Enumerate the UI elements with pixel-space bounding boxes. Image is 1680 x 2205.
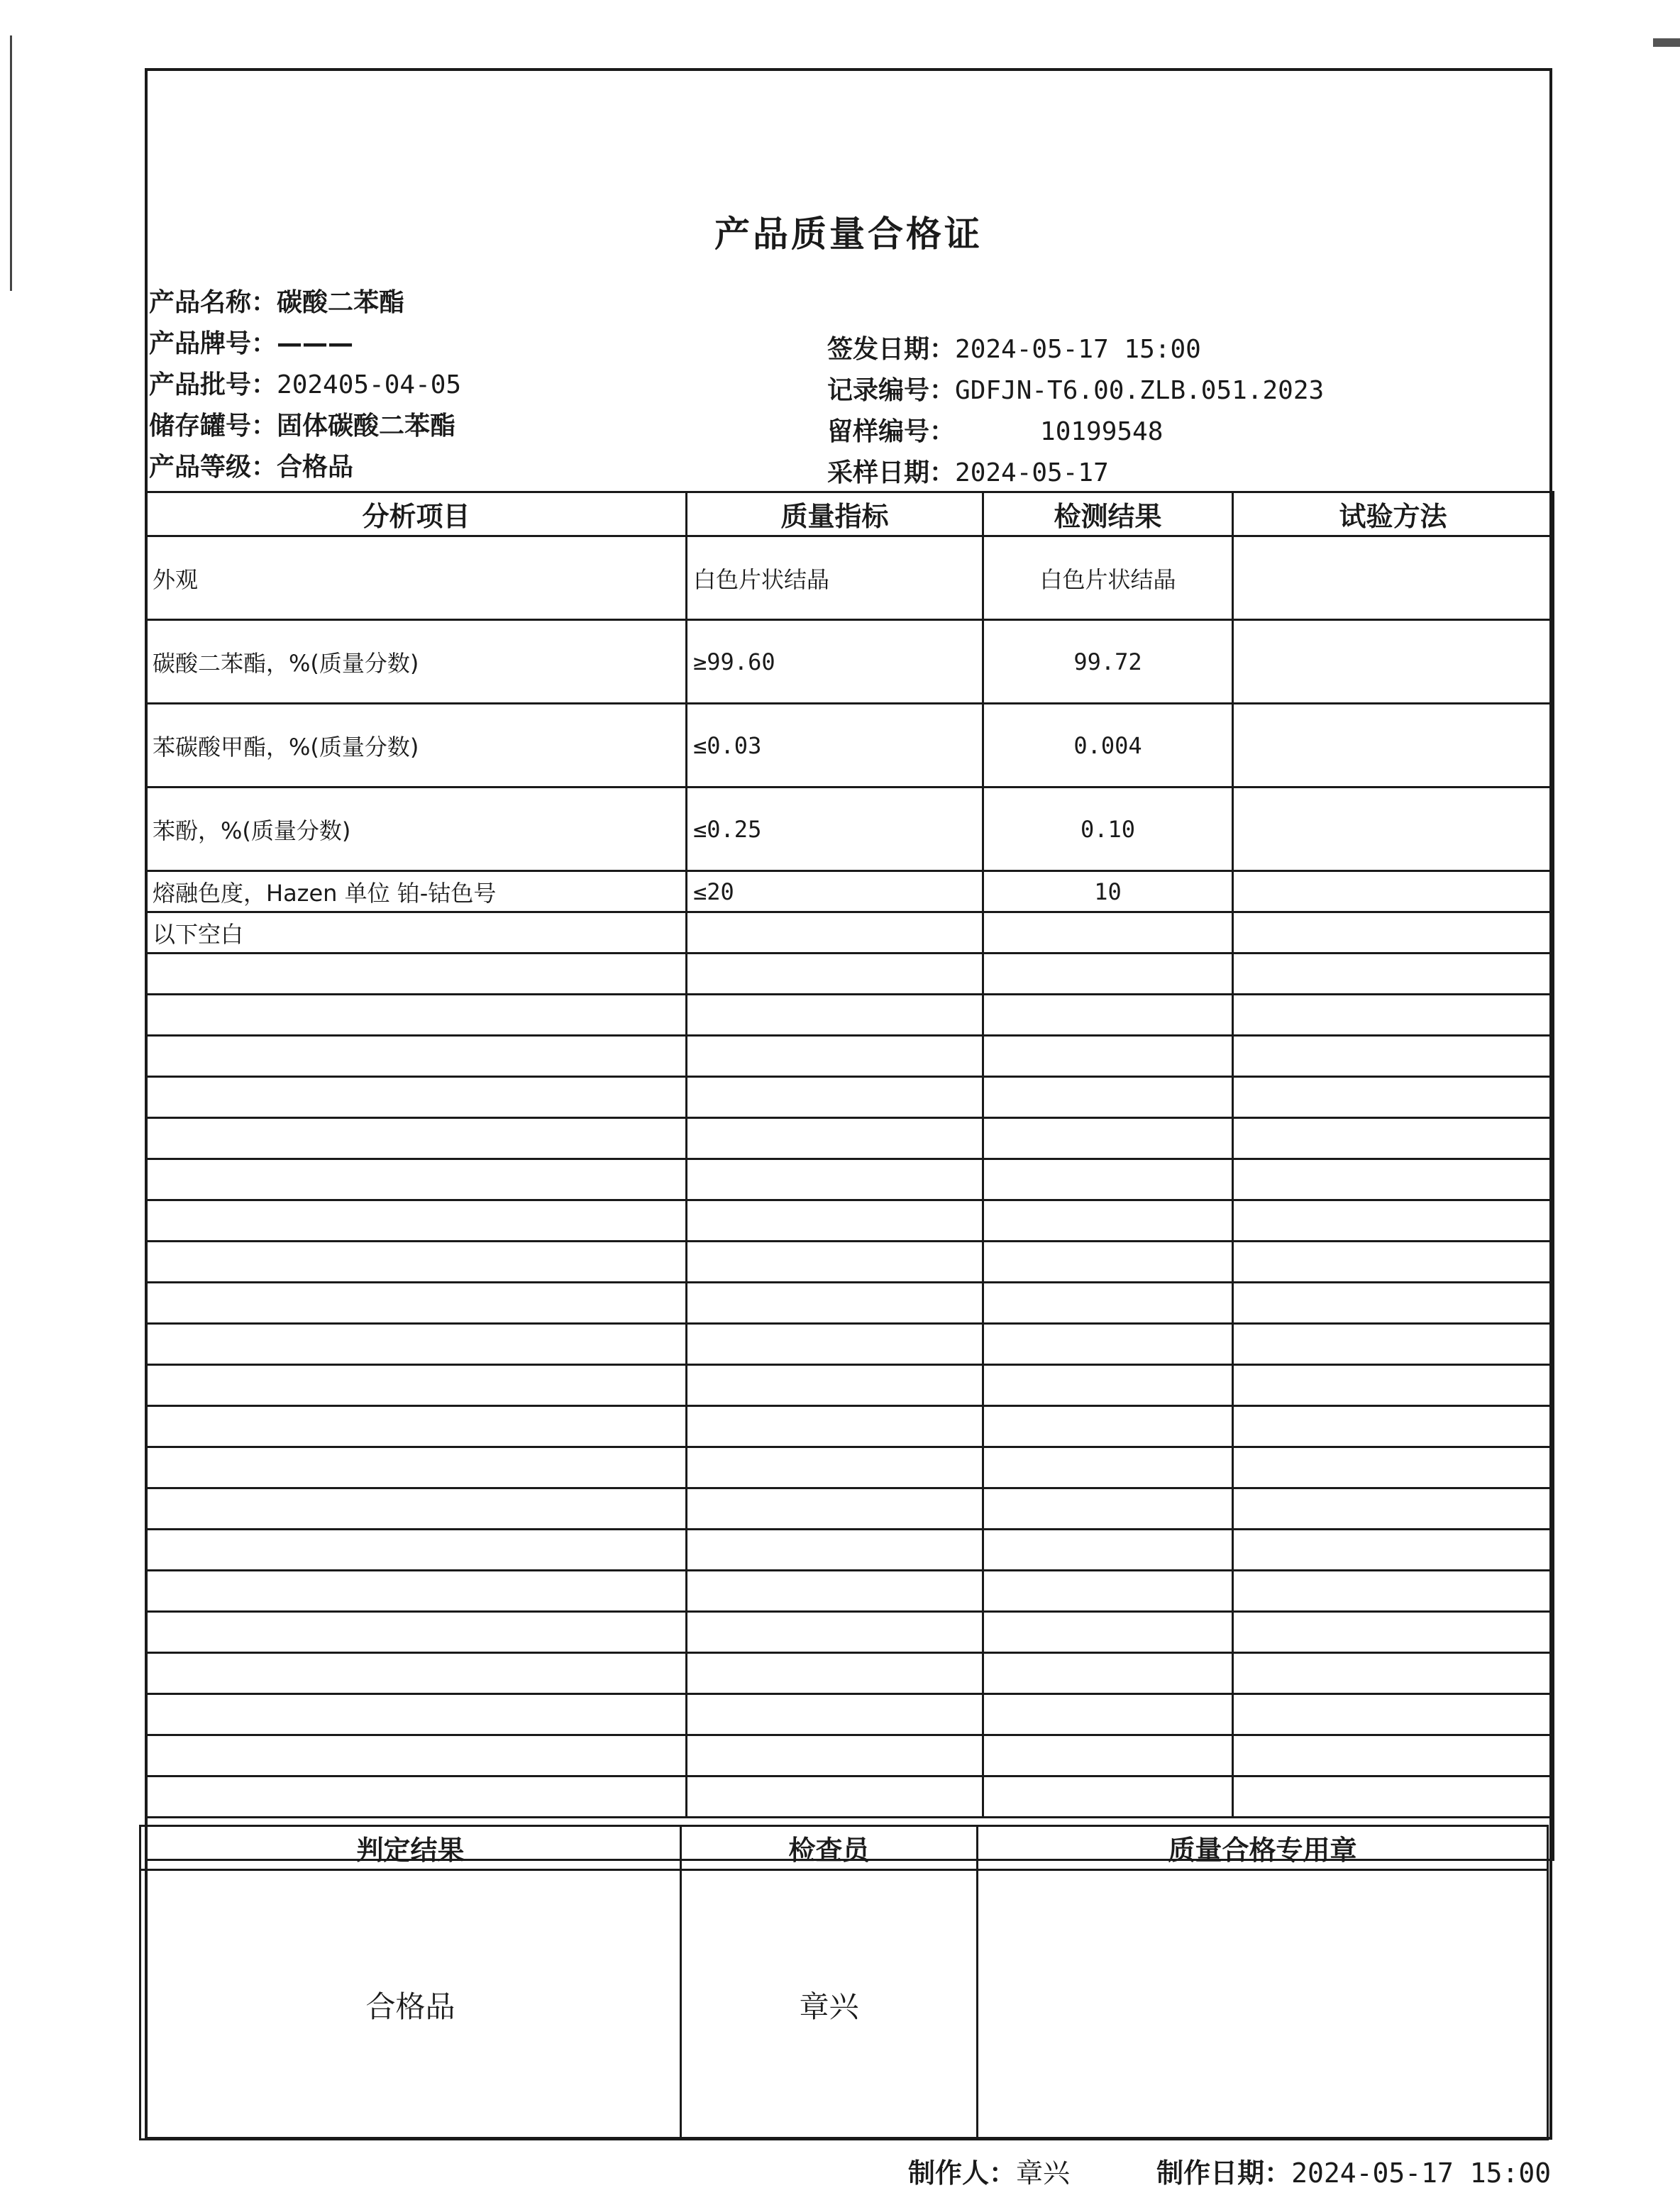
empty-cell (1233, 995, 1554, 1036)
empty-cell (983, 954, 1233, 995)
empty-cell (983, 995, 1233, 1036)
empty-cell (687, 1530, 983, 1571)
footer (908, 2151, 1551, 2190)
info-label: 产品牌号： (149, 329, 277, 358)
cell-spec (687, 912, 983, 954)
empty-cell (1233, 1612, 1554, 1653)
empty-cell (146, 1571, 687, 1612)
info-label: 产品名称： (149, 288, 277, 317)
cell-spec: ≤20 (687, 871, 983, 912)
info-label: 产品等级： (149, 453, 277, 482)
cell-method (1233, 788, 1554, 871)
maker-label: 制作人： (908, 2157, 1017, 2189)
empty-cell (146, 1159, 687, 1200)
empty-cell (1233, 1077, 1554, 1118)
header-inspector: 检查员 (681, 1826, 978, 1870)
empty-cell (687, 1324, 983, 1365)
empty-cell (687, 1283, 983, 1324)
info-product-name (149, 282, 404, 319)
empty-cell (1233, 1694, 1554, 1735)
table-row-empty (146, 1242, 1554, 1283)
empty-cell (146, 1324, 687, 1365)
cell-method (1233, 620, 1554, 704)
blank-rows (146, 954, 1554, 1818)
table-row-empty (146, 1077, 1554, 1118)
empty-cell (983, 1200, 1233, 1242)
empty-cell (1233, 1530, 1554, 1571)
empty-cell (983, 1571, 1233, 1612)
empty-cell (983, 1447, 1233, 1488)
info-value: 2024-05-17 15:00 (955, 335, 1201, 364)
empty-cell (983, 1365, 1233, 1406)
quality-seal-area (978, 1870, 1548, 2140)
empty-cell (983, 1694, 1233, 1735)
table-row-empty (146, 1036, 1554, 1077)
empty-cell (1233, 1118, 1554, 1159)
empty-cell (687, 1612, 983, 1653)
info-issue-date (827, 329, 1201, 365)
empty-cell (146, 1776, 687, 1818)
empty-cell (687, 1571, 983, 1612)
table-row-empty (146, 1488, 1554, 1530)
empty-cell (687, 1653, 983, 1694)
empty-cell (1233, 1653, 1554, 1694)
cell-item: 以下空白 (146, 912, 687, 954)
info-label: 签发日期： (827, 335, 956, 364)
empty-cell (1233, 954, 1554, 995)
empty-cell (1233, 1406, 1554, 1447)
table-row (146, 704, 1554, 788)
info-product-brand (149, 324, 353, 360)
table-header-row (146, 492, 1554, 536)
cell-spec: ≤0.25 (687, 788, 983, 871)
info-value: 10199548 (1040, 417, 1164, 446)
info-batch-number (149, 365, 461, 401)
cell-item: 苯碳酸甲酯，%(质量分数) (146, 704, 687, 788)
empty-cell (687, 1488, 983, 1530)
empty-cell (146, 1612, 687, 1653)
cell-method (1233, 871, 1554, 912)
info-label: 采样日期： (827, 458, 956, 487)
empty-cell (983, 1324, 1233, 1365)
empty-cell (146, 1200, 687, 1242)
empty-cell (983, 1118, 1233, 1159)
table-row-empty (146, 1694, 1554, 1735)
empty-cell (687, 1200, 983, 1242)
empty-cell (687, 1118, 983, 1159)
empty-cell (146, 954, 687, 995)
info-label: 记录编号： (827, 376, 956, 405)
empty-cell (983, 1735, 1233, 1776)
empty-cell (146, 1653, 687, 1694)
table-row-empty (146, 1571, 1554, 1612)
info-value: 固体碳酸二苯酯 (277, 411, 456, 441)
info-sampling-date (827, 453, 1109, 489)
empty-cell (687, 954, 983, 995)
empty-cell (687, 1776, 983, 1818)
table-row-empty (146, 954, 1554, 995)
cell-item: 苯酚，%(质量分数) (146, 788, 687, 871)
cell-spec: 白色片状结晶 (687, 536, 983, 620)
table-row-empty (146, 1653, 1554, 1694)
empty-cell (983, 1530, 1233, 1571)
info-tank-number (149, 406, 455, 442)
empty-cell (983, 1159, 1233, 1200)
cell-result: 10 (983, 871, 1233, 912)
info-record-number (827, 370, 1324, 407)
empty-cell (146, 1447, 687, 1488)
empty-cell (983, 1242, 1233, 1283)
empty-cell (1233, 1488, 1554, 1530)
scan-edge-mark (10, 35, 12, 291)
table-row-empty (146, 1612, 1554, 1653)
empty-cell (983, 1776, 1233, 1818)
empty-cell (687, 1447, 983, 1488)
document-title: 产品质量合格证 (714, 214, 983, 255)
cell-item: 外观 (146, 536, 687, 620)
info-label: 留样编号： (827, 417, 956, 446)
info-value: 合格品 (277, 453, 354, 482)
empty-cell (983, 1077, 1233, 1118)
header-test-result: 检测结果 (983, 492, 1233, 536)
table-row-empty (146, 1365, 1554, 1406)
table-row (146, 871, 1554, 912)
verdict-body-row (140, 1870, 1548, 2140)
table-row (146, 788, 1554, 871)
table-row (146, 620, 1554, 704)
cell-method (1233, 536, 1554, 620)
table-row-empty (146, 1776, 1554, 1818)
empty-cell (146, 1036, 687, 1077)
empty-cell (1233, 1200, 1554, 1242)
header-test-method: 试验方法 (1233, 492, 1554, 536)
inspector-value: 章兴 (681, 1870, 978, 2140)
header-analysis-item: 分析项目 (146, 492, 687, 536)
make-date-label: 制作日期： (1156, 2157, 1292, 2189)
table-row-empty (146, 1447, 1554, 1488)
empty-cell (146, 1488, 687, 1530)
cell-result: 99.72 (983, 620, 1233, 704)
empty-cell (146, 995, 687, 1036)
empty-cell (687, 1159, 983, 1200)
empty-cell (146, 1077, 687, 1118)
empty-cell (687, 1242, 983, 1283)
empty-cell (146, 1406, 687, 1447)
empty-cell (1233, 1036, 1554, 1077)
empty-cell (146, 1242, 687, 1283)
cell-result: 白色片状结晶 (983, 536, 1233, 620)
make-date-value: 2024-05-17 15:00 (1291, 2157, 1552, 2189)
empty-cell (146, 1365, 687, 1406)
empty-cell (1233, 1571, 1554, 1612)
empty-cell (1233, 1776, 1554, 1818)
cell-method (1233, 704, 1554, 788)
header-quality-seal: 质量合格专用章 (978, 1826, 1548, 1870)
table-row (146, 536, 1554, 620)
header-quality-spec: 质量指标 (687, 492, 983, 536)
scan-edge-mark (1653, 38, 1680, 47)
empty-cell (983, 1036, 1233, 1077)
verdict-table (139, 1825, 1549, 2140)
empty-cell (1233, 1365, 1554, 1406)
cell-item: 熔融色度，Hazen 单位 铂-钴色号 (146, 871, 687, 912)
info-product-grade (149, 447, 353, 483)
empty-cell (1233, 1283, 1554, 1324)
table-row-empty (146, 1159, 1554, 1200)
info-value: 碳酸二苯酯 (277, 288, 405, 317)
table-row-empty (146, 1406, 1554, 1447)
table-row-empty (146, 1118, 1554, 1159)
empty-cell (1233, 1324, 1554, 1365)
analysis-table (145, 491, 1554, 1861)
info-label: 产品批号： (149, 370, 277, 399)
empty-cell (687, 1694, 983, 1735)
table-row-empty (146, 1735, 1554, 1776)
cell-result: 0.004 (983, 704, 1233, 788)
cell-result (983, 912, 1233, 954)
empty-cell (983, 1653, 1233, 1694)
empty-cell (1233, 1735, 1554, 1776)
empty-cell (146, 1530, 687, 1571)
empty-cell (687, 1365, 983, 1406)
empty-cell (983, 1612, 1233, 1653)
info-value: 2024-05-17 (955, 458, 1109, 487)
info-value: 202405-04-05 (277, 370, 462, 399)
cell-spec: ≥99.60 (687, 620, 983, 704)
empty-cell (1233, 1447, 1554, 1488)
empty-cell (983, 1406, 1233, 1447)
info-sample-number (827, 411, 1163, 448)
empty-cell (687, 1406, 983, 1447)
table-row-empty (146, 1530, 1554, 1571)
table-row-empty (146, 1283, 1554, 1324)
cell-result: 0.10 (983, 788, 1233, 871)
header-judgment: 判定结果 (140, 1826, 681, 1870)
cell-item: 碳酸二苯酯，%(质量分数) (146, 620, 687, 704)
empty-cell (983, 1488, 1233, 1530)
empty-cell (687, 1077, 983, 1118)
maker-value: 章兴 (1016, 2157, 1071, 2189)
table-row-empty (146, 1200, 1554, 1242)
info-value: ——— (277, 329, 354, 358)
judgment-value: 合格品 (140, 1870, 681, 2140)
table-row-empty (146, 1324, 1554, 1365)
empty-cell (146, 1735, 687, 1776)
empty-cell (1233, 1242, 1554, 1283)
verdict-header-row (140, 1826, 1548, 1870)
info-value: GDFJN-T6.00.ZLB.051.2023 (955, 376, 1325, 405)
empty-cell (687, 1735, 983, 1776)
empty-cell (687, 995, 983, 1036)
empty-cell (146, 1694, 687, 1735)
cell-method (1233, 912, 1554, 954)
cell-spec: ≤0.03 (687, 704, 983, 788)
empty-cell (1233, 1159, 1554, 1200)
empty-cell (146, 1118, 687, 1159)
table-row (146, 912, 1554, 954)
empty-cell (687, 1036, 983, 1077)
empty-cell (983, 1283, 1233, 1324)
info-label: 储存罐号： (149, 411, 277, 441)
empty-cell (146, 1283, 687, 1324)
table-row-empty (146, 995, 1554, 1036)
